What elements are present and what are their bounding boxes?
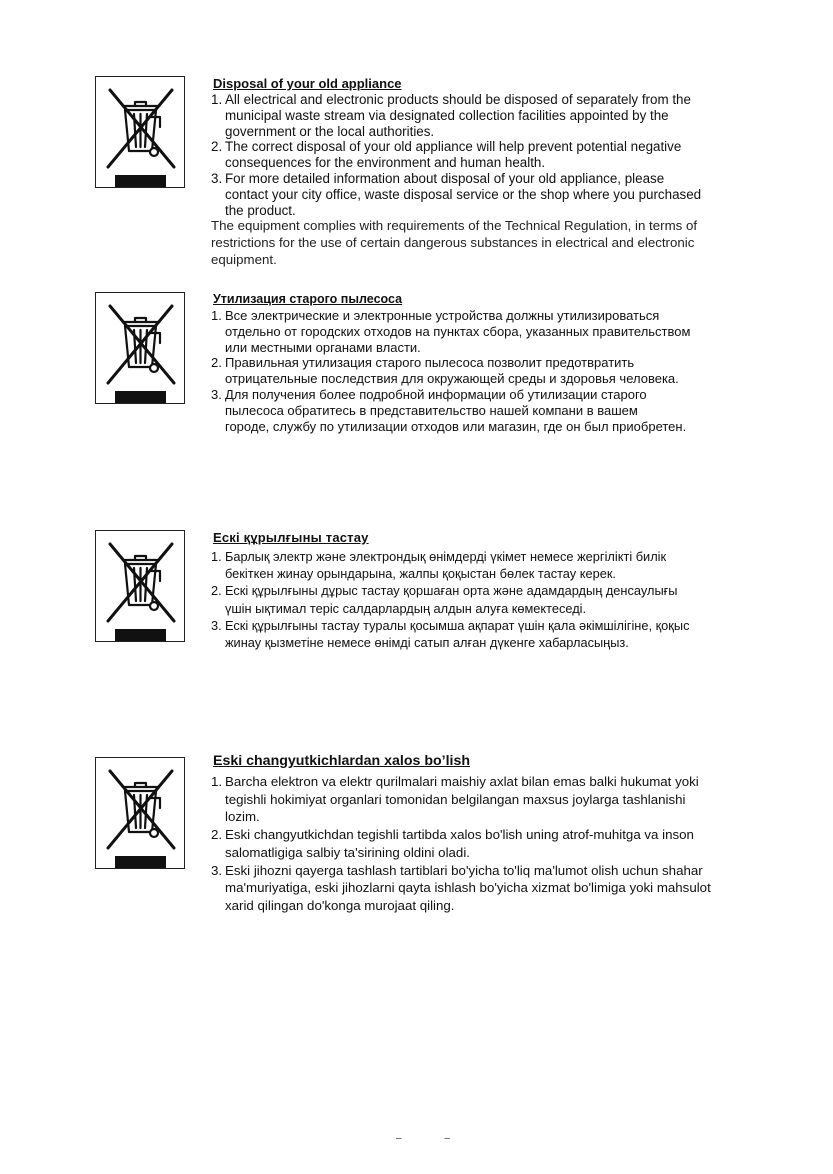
list-item bbox=[211, 548, 690, 582]
item-line: Все электрические и электронные устройства должны утилизироваться bbox=[225, 308, 660, 323]
item-list bbox=[211, 92, 701, 218]
item-line: municipal waste stream via designated collection facilities appointed by the bbox=[225, 107, 669, 123]
item-number: 3. bbox=[211, 386, 222, 402]
section-title: Ескі құрылғыны тастау bbox=[213, 530, 369, 545]
list-item bbox=[211, 139, 701, 171]
item-line: The correct disposal of your old appliance will help prevent potential negative bbox=[225, 139, 682, 155]
item-number: 1. bbox=[211, 308, 222, 323]
note-line: The equipment complies with requirements of the Technical Regulation, in terms of bbox=[211, 218, 698, 233]
item-number: 3. bbox=[211, 862, 223, 878]
item-number: 1. bbox=[211, 549, 222, 564]
item-number: 3. bbox=[211, 170, 223, 186]
item-number: 2. bbox=[211, 139, 223, 155]
item-line: пылесоса обратитесь в представительство нашей компани в вашем bbox=[225, 402, 638, 418]
section-title: Eski changyutkichlardan xalos bo’lish bbox=[213, 753, 471, 769]
item-number: 1. bbox=[211, 774, 223, 789]
item-line: Eski changyutkichdan tegishli tartibda xalos bo'lish uning atrof-muhitga va inson bbox=[225, 827, 694, 843]
list-item bbox=[211, 773, 711, 826]
item-line: contact your city office, waste disposal service or the shop where you purchased bbox=[225, 186, 702, 202]
item-line: ma'muriyatiga, eski jihozlarni qayta ishlash bo'yicha xizmat bo'limiga yoki mahsulot bbox=[225, 880, 711, 896]
list-item bbox=[211, 171, 701, 218]
item-line: Barcha elektron va elektr qurilmalari maishiy axlat bilan emas balki hukumat yoki bbox=[225, 774, 699, 789]
item-list bbox=[211, 308, 690, 434]
item-number: 3. bbox=[211, 617, 222, 633]
item-number: 2. bbox=[211, 583, 222, 599]
item-line: отрицательные последствия для окружающей среды и здоровья человека. bbox=[225, 371, 679, 387]
item-line: consequences for the environment and human health. bbox=[225, 155, 546, 171]
compliance-note bbox=[211, 217, 697, 268]
item-line: lozim. bbox=[225, 809, 260, 825]
section-title: Disposal of your old appliance bbox=[213, 76, 402, 91]
list-item bbox=[211, 387, 690, 434]
item-line: salomatligiga salbiy ta'sirining oldini oladi. bbox=[225, 844, 470, 860]
item-line: Eski jihozni qayerga tashlash tartiblari bo'yicha to'liq ma'lumot olish uchun shahar bbox=[225, 862, 703, 878]
item-line: Для получения более подробной информации об утилизации старого bbox=[225, 386, 647, 402]
item-line: городе, службу по утилизации отходов или магазин, где он был приобретен. bbox=[225, 418, 687, 434]
list-item bbox=[211, 617, 690, 651]
list-item bbox=[211, 826, 711, 861]
item-line: жинау қызметіне немесе өнімді сатып алған дүкенге хабарласыңыз. bbox=[225, 635, 629, 651]
item-number: 2. bbox=[211, 355, 222, 371]
item-line: үшін ықтимал теріс салдарлардың алдын алуға көмектеседі. bbox=[225, 600, 587, 616]
item-number: 1. bbox=[211, 92, 223, 107]
recycle-bin-icon-box bbox=[95, 530, 185, 642]
recycle-bin-icon-box bbox=[95, 757, 185, 869]
list-item bbox=[211, 582, 690, 616]
list-item bbox=[211, 355, 690, 387]
list-item bbox=[211, 862, 711, 915]
note-line: equipment. bbox=[211, 252, 277, 267]
item-line: Ескі құрылғыны дұрыс тастау қоршаған орта және адамдардың денсаулығы bbox=[225, 583, 678, 599]
list-item bbox=[211, 308, 690, 355]
recycle-bin-icon-box bbox=[95, 76, 185, 188]
section-title: Утилизация старого пылесоса bbox=[213, 292, 403, 306]
item-list bbox=[211, 773, 711, 915]
recycle-bin-icon-box bbox=[95, 292, 185, 404]
item-line: или местными органами власти. bbox=[225, 339, 421, 355]
item-line: the product. bbox=[225, 202, 296, 218]
item-line: For more detailed information about disposal of your old appliance, please bbox=[225, 170, 665, 186]
note-line: restrictions for the use of certain dangerous substances in electrical and electronic bbox=[211, 235, 695, 250]
list-item bbox=[211, 92, 701, 139]
item-line: government or the local authorities. bbox=[225, 123, 435, 139]
item-line: xarid qilingan do'konga murojaat qiling. bbox=[225, 897, 455, 913]
item-line: отдельно от городских отходов на пунктах сбора, указанных правительством bbox=[225, 323, 691, 339]
crossed-out-wheelie-bin-icon bbox=[96, 758, 184, 868]
item-line: бекіткен жинау орындарына, жалпы қоқыстан бөлек тастау керек. bbox=[225, 566, 616, 582]
item-line: tegishli hokimiyat organlari tomonidan belgilangan maxsus joylarga tashlanishi bbox=[225, 791, 686, 807]
item-line: Барлық электр және электрондық өнімдерді үкімет немесе жергілікті билік bbox=[225, 549, 667, 564]
crossed-out-wheelie-bin-icon bbox=[96, 293, 184, 403]
item-line: Ескі құрылғыны тастау туралы қосымша ақпарат үшін қала әкімшілігіне, қоқыс bbox=[225, 617, 690, 633]
item-number: 2. bbox=[211, 827, 223, 843]
item-line: All electrical and electronic products should be disposed of separately from the bbox=[225, 92, 691, 107]
item-list bbox=[211, 548, 690, 651]
page-number-marks: – – bbox=[396, 1133, 470, 1144]
item-line: Правильная утилизация старого пылесоса позволит предотвратить bbox=[225, 355, 635, 371]
crossed-out-wheelie-bin-icon bbox=[96, 531, 184, 641]
crossed-out-wheelie-bin-icon bbox=[96, 77, 184, 187]
